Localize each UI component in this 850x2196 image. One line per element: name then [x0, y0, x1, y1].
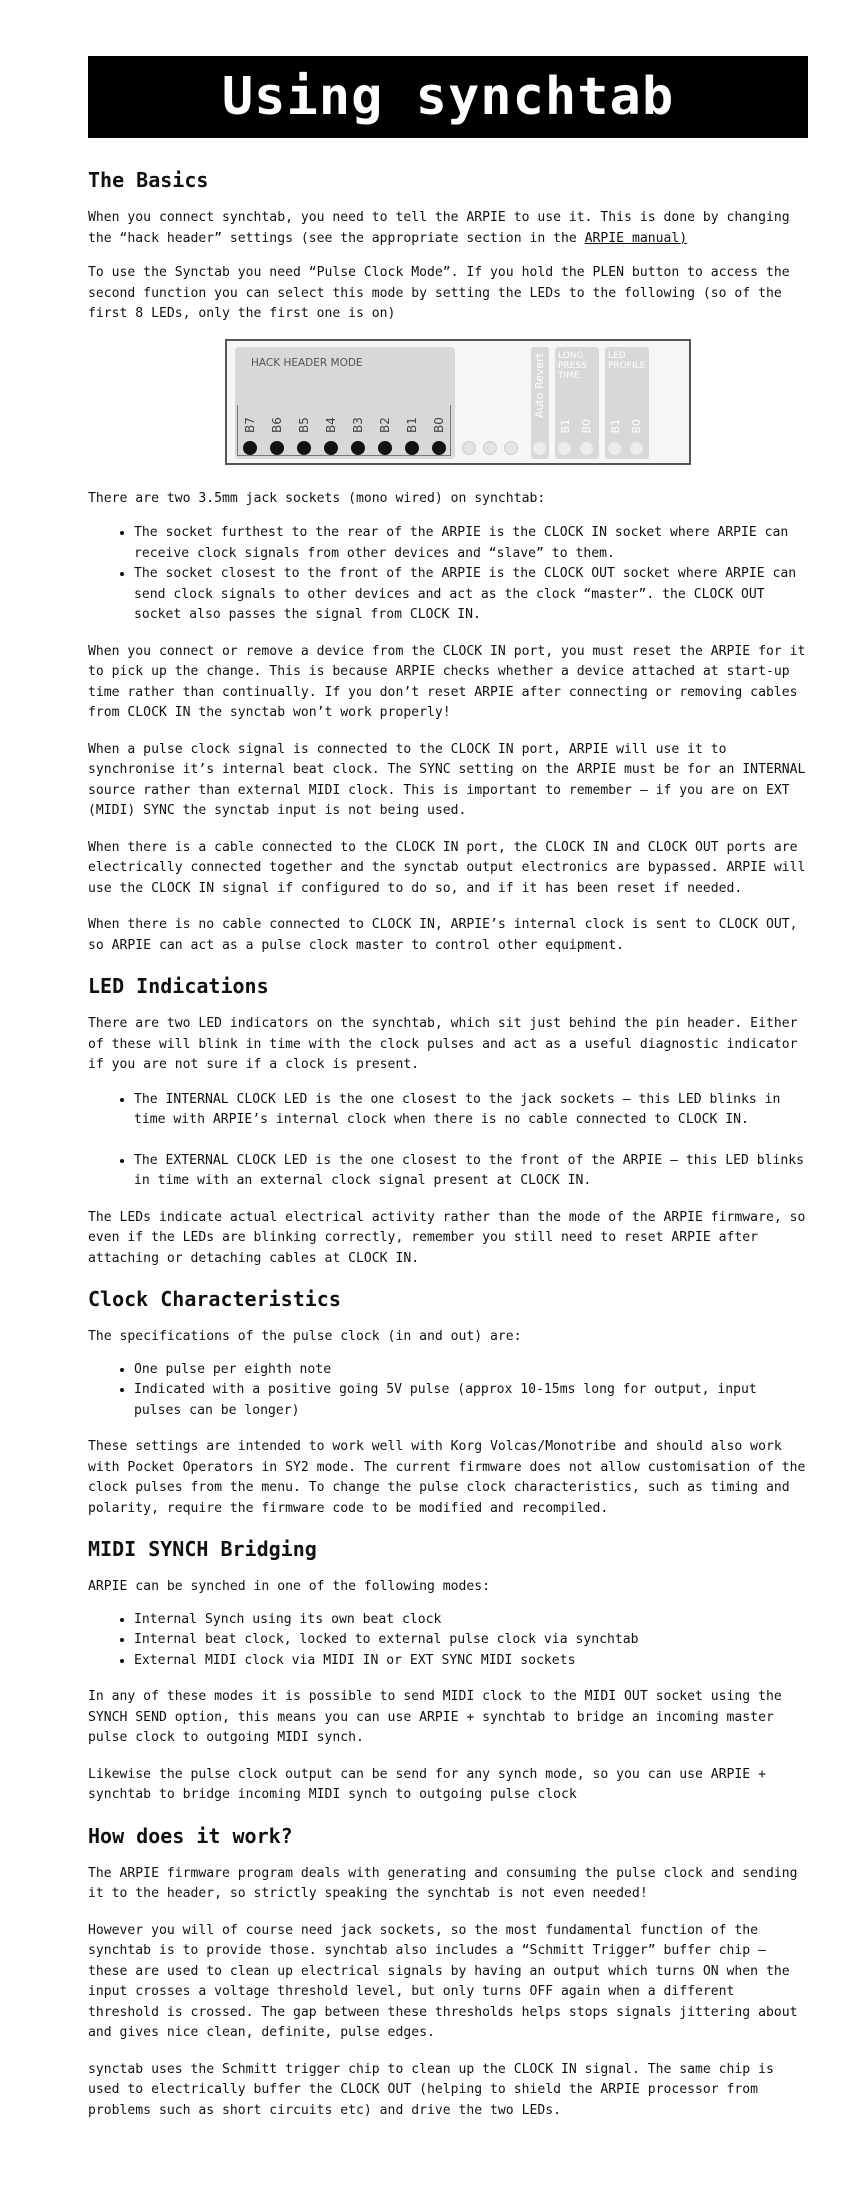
unused-led — [580, 442, 593, 455]
led-label: B0 — [432, 416, 446, 433]
list-item: • The socket closest to the front of the ARPIE is the CLOCK OUT socket where ARPIE can send clock signals to other devices and act as the clock “master”. the CLOCK OUT socket also passes the signal from CLOCK IN. — [134, 564, 808, 626]
list-item: • Internal Synch using its own beat clock — [134, 1610, 808, 1631]
paragraph: synctab uses the Schmitt trigger chip to clean up the CLOCK IN signal. The same chip is used to electrically buffer the CLOCK OUT (helping to shield the ARPIE processor from problems such as short circuits etc) and drive the two LEDs. — [88, 2061, 774, 2118]
led-label: B3 — [351, 416, 365, 433]
paragraph-text: When you connect synchtab, you need to tell the ARPIE to use it. This is done by changing the “hack header” settings (see the appropriate section in the — [88, 210, 790, 246]
paragraph: However you will of course need jack sockets, so the most fundamental function of the synchtab is to provide those. synchtab also includes a “Schmitt Trigger” buffer chip – these are used to clean up electrical signals by having an output which turns ON when the input crosses a voltage threshold level, but only turns OFF again when a different threshold is crossed. The gap between these thresholds helps stops signals jittering about and gives nice clean, definite, pulse edges. — [88, 1922, 798, 2040]
led-indicator — [378, 441, 392, 455]
unused-led — [608, 442, 621, 455]
unused-led — [483, 441, 497, 455]
heading-clock-characteristics: Clock Characteristics — [88, 1287, 341, 1311]
arpie-manual-link[interactable]: ARPIE manual) — [584, 230, 688, 246]
led-b0 — [428, 405, 450, 459]
list-item: • One pulse per eighth note — [134, 1360, 808, 1381]
paragraph: There are two 3.5mm jack sockets (mono wired) on synchtab: — [88, 490, 546, 506]
led-b6 — [266, 405, 288, 459]
led-profile-panel — [605, 347, 649, 459]
paragraph: When you connect or remove a device from the CLOCK IN port, you must reset the ARPIE for it to pick up the change. This is because ARPIE checks whether a device attached at start-up time rather than continually. If you don’t reset ARPIE after connecting or removing cables from CLOCK IN the synctab won’t work properly! — [88, 643, 806, 720]
paragraph: ARPIE can be synched in one of the following modes: — [88, 1579, 491, 1594]
list-item: • Indicated with a positive going 5V pulse (approx 10-15ms long for output, input pulses can be longer) — [134, 1380, 808, 1421]
paragraph: There are two LED indicators on the synchtab, which sit just behind the pin header. Either of these will blink in time with the clock pulses and act as a useful diagnostic indicator if you are not sure if a clock is present. — [88, 1016, 798, 1072]
list-item: • The socket furthest to the rear of the ARPIE is the CLOCK IN socket where ARPIE can receive clock signals from other devices and “slave” to them. — [134, 523, 808, 564]
led-b4 — [320, 405, 342, 459]
bit-label: B1 — [559, 418, 572, 434]
led-label: B6 — [270, 416, 284, 433]
led-indicator — [297, 441, 311, 455]
led-label: B1 — [405, 416, 419, 433]
heading-how-does-it-work: How does it work? — [88, 1823, 293, 1848]
led-on-indicator — [243, 441, 257, 455]
unused-led — [533, 442, 546, 455]
led-label: B4 — [324, 416, 338, 433]
list-item: • The INTERNAL CLOCK LED is the one closest to the jack sockets – this LED blinks in time with ARPIE’s internal clock when there is no cable connected to CLOCK IN. — [134, 1090, 808, 1131]
bullet-list — [88, 1090, 808, 1192]
unused-led — [462, 441, 476, 455]
hack-header-label: HACK HEADER MODE — [251, 356, 363, 369]
paragraph: When there is a cable connected to the CLOCK IN port, the CLOCK IN and CLOCK OUT ports are electrically connected together and the synctab output electronics are bypassed. ARPIE will use the CLOCK IN signal if configured to do so, and if it has been reset if needed. — [88, 839, 806, 896]
list-item: • The EXTERNAL CLOCK LED is the one closest to the front of the ARPIE – this LED blinks in time with an external clock signal present at CLOCK IN. — [134, 1151, 808, 1192]
led-indicator — [405, 441, 419, 455]
led-label: B7 — [243, 416, 257, 433]
unused-led — [630, 442, 643, 455]
heading-led-indications: LED Indications — [88, 974, 269, 998]
paragraph: The ARPIE firmware program deals with generating and consuming the pulse clock and sending it to the header, so strictly speaking the synchtab is not even needed! — [88, 1865, 798, 1901]
led-label: B2 — [378, 416, 392, 433]
page-title: Using synchtab — [88, 56, 808, 138]
heading-midi-synch-bridging: MIDI SYNCH Bridging — [88, 1537, 317, 1561]
unused-led — [504, 441, 518, 455]
long-press-panel — [555, 347, 599, 459]
list-item: • External MIDI clock via MIDI IN or EXT SYNC MIDI sockets — [134, 1651, 808, 1672]
bullet-list — [88, 1360, 808, 1422]
paragraph — [88, 208, 808, 249]
document-page — [88, 56, 808, 2121]
led-b2 — [374, 405, 396, 459]
bit-label: B0 — [630, 418, 643, 434]
unused-led — [558, 442, 571, 455]
led-b1 — [401, 405, 423, 459]
long-press-label: LONG PRESS TIME — [558, 350, 587, 381]
bullet-list — [88, 523, 808, 626]
led-indicator — [432, 441, 446, 455]
auto-revert-label: Auto Revert — [533, 352, 546, 418]
led-b5 — [293, 405, 315, 459]
paragraph: In any of these modes it is possible to send MIDI clock to the MIDI OUT socket using the SYNCH SEND option, this means you can use ARPIE + synchtab to bridge an incoming master pulse clock to outgoing MIDI synch. — [88, 1689, 782, 1745]
led-indicator — [351, 441, 365, 455]
heading-basics: The Basics — [88, 168, 209, 192]
paragraph: When there is no cable connected to CLOCK IN, ARPIE’s internal clock is sent to CLOCK OUT, so ARPIE can act as a pulse clock master to control other equipment. — [88, 917, 798, 953]
paragraph: To use the Synctab you need “Pulse Clock Mode”. If you hold the PLEN button to access the second function you can select this mode by setting the LEDs to the following (so of the first 8 LEDs, only the first one is on) — [88, 265, 790, 321]
auto-revert-panel — [531, 347, 549, 459]
led-indicator — [270, 441, 284, 455]
led-profile-label: LED PROFILE — [608, 350, 646, 371]
paragraph: The LEDs indicate actual electrical activity rather than the mode of the ARPIE firmware, so even if the LEDs are blinking correctly, remember you still need to reset ARPIE after attaching or detaching cables at CLOCK IN. — [88, 1209, 806, 1266]
bullet-list — [88, 1610, 808, 1672]
led-label: B5 — [297, 416, 311, 433]
paragraph: When a pulse clock signal is connected to the CLOCK IN port, ARPIE will use it to synchronise it’s internal beat clock. The SYNC setting on the ARPIE must be for an INTERNAL source rather than external MIDI clock. This is important to remember – if you are on EXT (MIDI) SYNC the synctab input is not being used. — [88, 741, 806, 818]
paragraph: These settings are intended to work well with Korg Volcas/Monotribe and should also work with Pocket Operators in SY2 mode. The current firmware does not allow customisation of the clock pulses from the menu. To change the pulse clock characteristics, such as timing and polarity, require the firmware code to be modified and recompiled. — [88, 1439, 806, 1516]
led-b3 — [347, 405, 369, 459]
bit-label: B1 — [609, 418, 622, 434]
led-mode-diagram — [225, 339, 691, 465]
led-b7 — [239, 405, 261, 459]
paragraph: Likewise the pulse clock output can be send for any synch mode, so you can use ARPIE + synchtab to bridge incoming MIDI synch to outgoing pulse clock — [88, 1766, 766, 1802]
led-indicator — [324, 441, 338, 455]
paragraph: The specifications of the pulse clock (in and out) are: — [88, 1329, 522, 1344]
list-item: • Internal beat clock, locked to external pulse clock via synchtab — [134, 1630, 808, 1651]
bit-label: B0 — [580, 418, 593, 434]
